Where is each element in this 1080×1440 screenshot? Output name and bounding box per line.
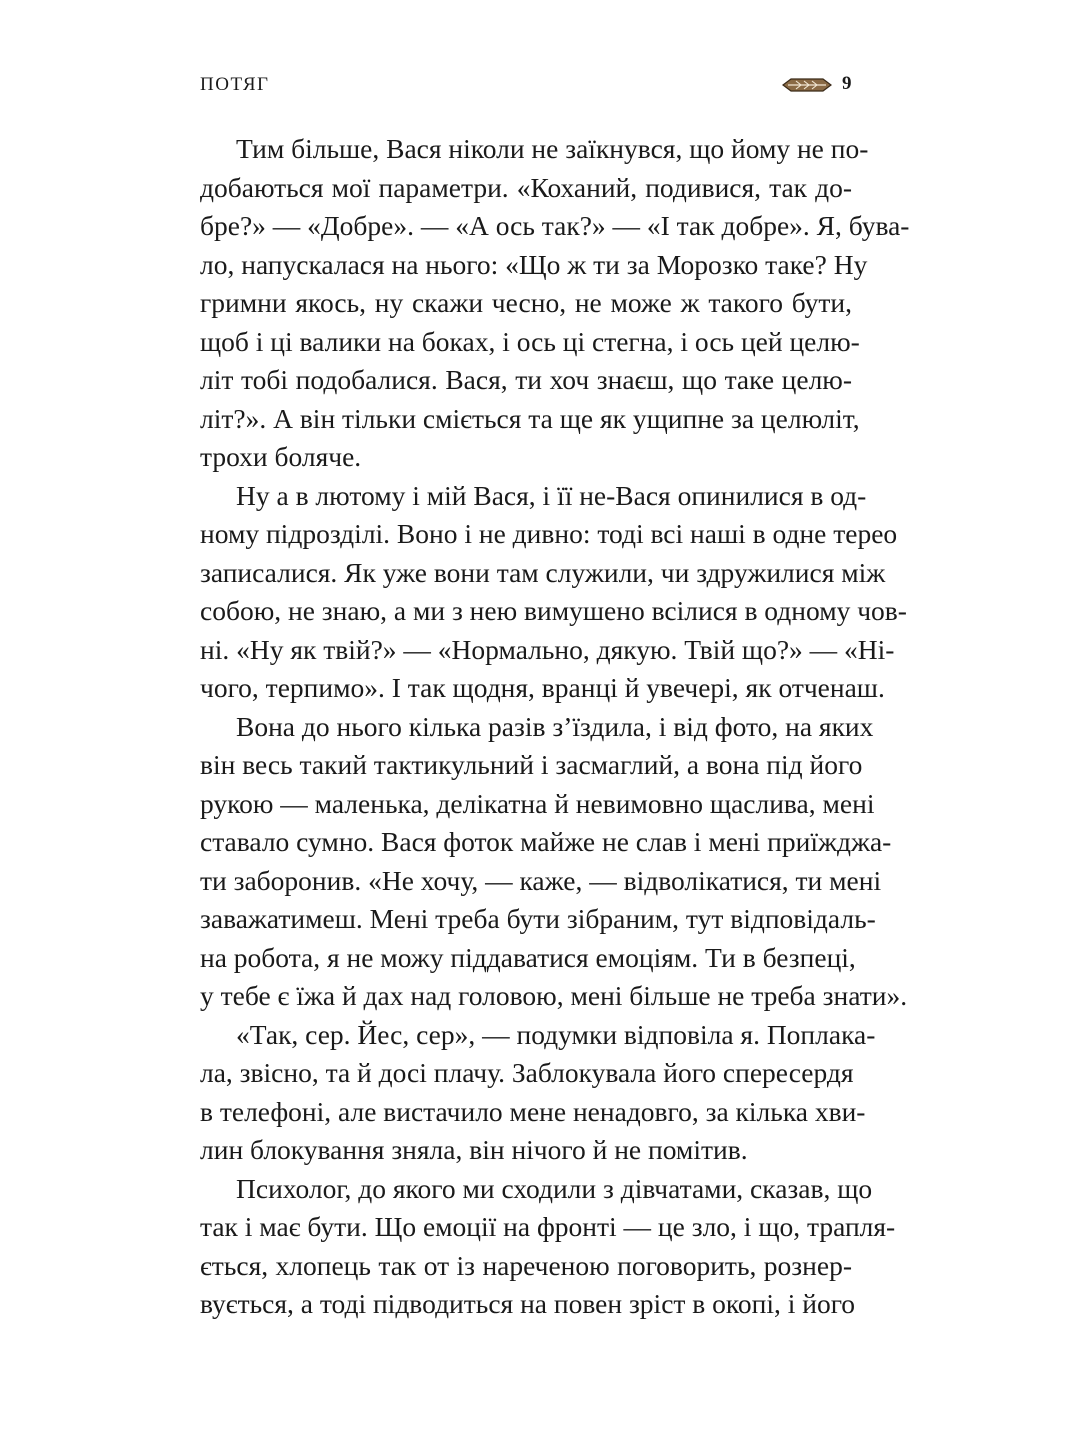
text-line: в телефоні, але вистачило мене ненадовго, за кілька хви-: [200, 1095, 866, 1127]
text-line: лин блокування зняла, він нічого й не помітив.: [200, 1134, 748, 1165]
text-line: записалися. Як уже вони там служили, чи здружилися між: [200, 556, 886, 588]
page-number: 9: [842, 73, 852, 94]
text-line: рукою — маленька, делікатна й невимовно щаслива, мені: [200, 787, 875, 819]
text-line: «Так, сер. Йес, сер», — подумки відповіла я. Поплака-: [236, 1018, 876, 1050]
text-line: Психолог, до якого ми сходили з дівчатами, сказав, що: [236, 1172, 873, 1204]
text-line: літ тобі подобалися. Вася, ти хоч знаєш, що таке целю-: [200, 364, 852, 395]
text-line: ло, напускалася на нього: «Що ж ти за Морозко таке? Ну: [200, 248, 868, 280]
text-line: він весь такий тактикульний і засмаглий, а вона під його: [200, 749, 863, 780]
text-line: Тим більше, Вася ніколи не заїкнувся, що йому не по-: [236, 133, 869, 164]
body-text: [200, 130, 910, 1324]
running-title: ПОТЯГ: [200, 74, 270, 95]
text-line: Вона до нього кілька разів з’їздила, і від фото, на яких: [236, 710, 874, 742]
text-line: ла, звісно, та й досі плачу. Заблокувала його спересердя: [200, 1057, 854, 1088]
text-line: щоб і ці валики на боках, і ось ці стегна, і ось цей целю-: [200, 325, 860, 357]
text-line: літ?». А він тільки сміється та ще як ущипне за целюліт,: [200, 402, 860, 434]
text-line: ється, хлопець так от із нареченою поговорить, рознер-: [200, 1249, 852, 1281]
text-line: на робота, я не можу піддаватися емоціям. Ти в безпеці,: [200, 941, 856, 973]
text-line: ти заборонив. «Не хочу, — каже, — відволікатися, ти мені: [200, 864, 882, 896]
text-line: гримни якось, ну скажи чесно, не може ж такого бути,: [200, 287, 852, 318]
text-line: вується, а тоді підводиться на повен зріст в окопі, і його: [200, 1288, 856, 1319]
text-line: заважатимеш. Мені треба бути зібраним, тут відповідаль-: [200, 903, 876, 934]
text-line: ні. «Ну як твій?» — «Нормально, дякую. Твій що?» — «Ні-: [200, 633, 895, 665]
text-line: собою, не знаю, а ми з нею вимушено всілися в одному чов-: [200, 595, 907, 626]
text-line: Ну а в лютому і мій Вася, і її не-Вася опинилися в од-: [236, 479, 867, 511]
text-line: у тебе є їжа й дах над головою, мені більше не треба знати».: [200, 980, 908, 1011]
text-line: ному підрозділі. Воно і не дивно: тоді всі наші в одне терео: [200, 518, 898, 549]
text-line: так і має бути. Що емоції на фронті — це зло, і що, трапля-: [200, 1211, 896, 1242]
text-line: ставало сумно. Вася фоток майже не слав і мені приїжджа-: [200, 826, 892, 857]
text-line: добаються мої параметри. «Коханий, подивися, так до-: [200, 171, 852, 203]
text-line: бре?» — «Добре». — «А ось так?» — «І так добре». Я, бува-: [200, 210, 910, 241]
arrow-ornament-icon: [782, 75, 832, 95]
text-line: трохи боляче.: [200, 441, 362, 472]
text-line: чого, терпимо». І так щодня, вранці й увечері, як отченаш.: [200, 672, 885, 703]
